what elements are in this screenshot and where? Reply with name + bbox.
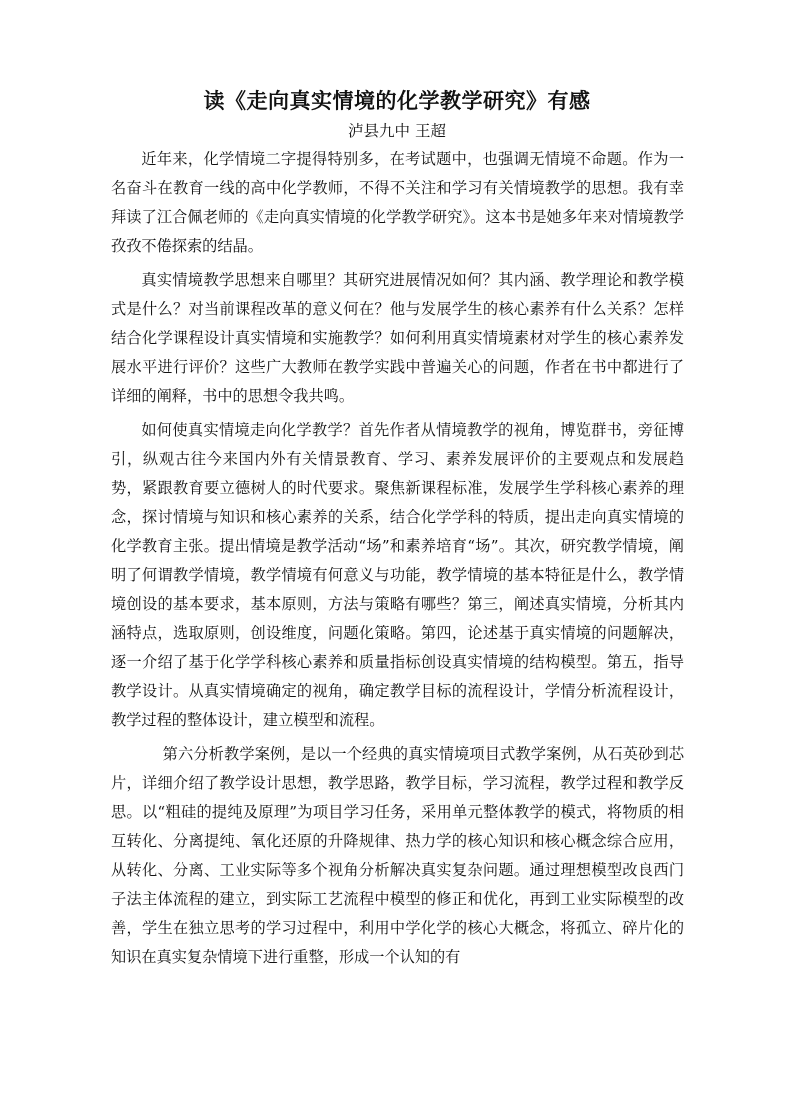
paragraph-questions: 真实情境教学思想来自哪里？其研究进展情况如何？其内涵、教学理论和教学模式是什么？对当前课程改革的意义何在？他与发展学生的核心素养有什么关系？怎样结合化学课程设计真实情境和实施教学？如何利用真实情境素材对学生的核心素养发展水平进行评价？这些广大教师在教学实践中普遍关心的问题，作者在书中都进行了详细的阐释，书中的思想令我共鸣。 <box>111 271 684 405</box>
document-body <box>111 145 684 972</box>
paragraph-case-study: 第六分析教学案例，是以一个经典的真实情境项目式教学案例，从石英砂到芯片，详细介绍了教学设计思想，教学思路，教学目标，学习流程，教学过程和教学反思。以“粗硅的提纯及原理”为项目学习任务，采用单元整体教学的模式，将物质的相互转化、分离提纯、氧化还原的升降规律、热力学的核心知识和核心概念综合应用，从转化、分离、工业实际等多个视角分析解决真实复杂问题。通过理想模型改良西门子法主体流程的建立，到实际工艺流程中模型的修正和优化，再到工业实际模型的改善，学生在独立思考的学习过程中，利用中学化学的核心大概念，将孤立、碎片化的知识在真实复杂情境下进行重整，形成一个认知的有 <box>111 745 684 966</box>
author-line: 泸县九中 王超 <box>348 122 446 140</box>
paragraph-content-overview: 如何使真实情境走向化学教学？首先作者从情境教学的视角，博览群书，旁征博引，纵观古往今来国内外有关情景教育、学习、素养发展评价的主要观点和发展趋势，紧跟教育要立德树人的时代要求。聚焦新课程标准，发展学生学科核心素养的理念，探讨情境与知识和核心素养的关系，结合化学学科的特质，提出走向真实情境的化学教育主张。提出情境是教学活动“场”和素养培育“场”。其次，研究教学情境，阐明了何谓教学情境，教学情境有何意义与功能，教学情境的基本特征是什么，教学情境创设的基本要求，基本原则，方法与策略有哪些？第三，阐述真实情境，分析其内涵特点，选取原则，创设维度，问题化策略。第四，论述基于真实情境的问题解决，逐一介绍了基于化学学科核心素养和质量指标创设真实情境的结构模型。第五，指导教学设计。从真实情境确定的视角，确定教学目标的流程设计，学情分析流程设计，教学过程的整体设计，建立模型和流程。 <box>111 421 684 729</box>
paragraph-intro: 近年来，化学情境二字提得特别多，在考试题中，也强调无情境不命题。作为一名奋斗在教育一线的高中化学教师，不得不关注和学习有关情境教学的思想。我有幸拜读了江合佩老师的《走向真实情境的化学教学研究》。这本书是她多年来对情境教学孜孜不倦探索的结晶。 <box>111 150 684 255</box>
document-title: 读《走向真实情境的化学教学研究》有感 <box>203 89 591 113</box>
